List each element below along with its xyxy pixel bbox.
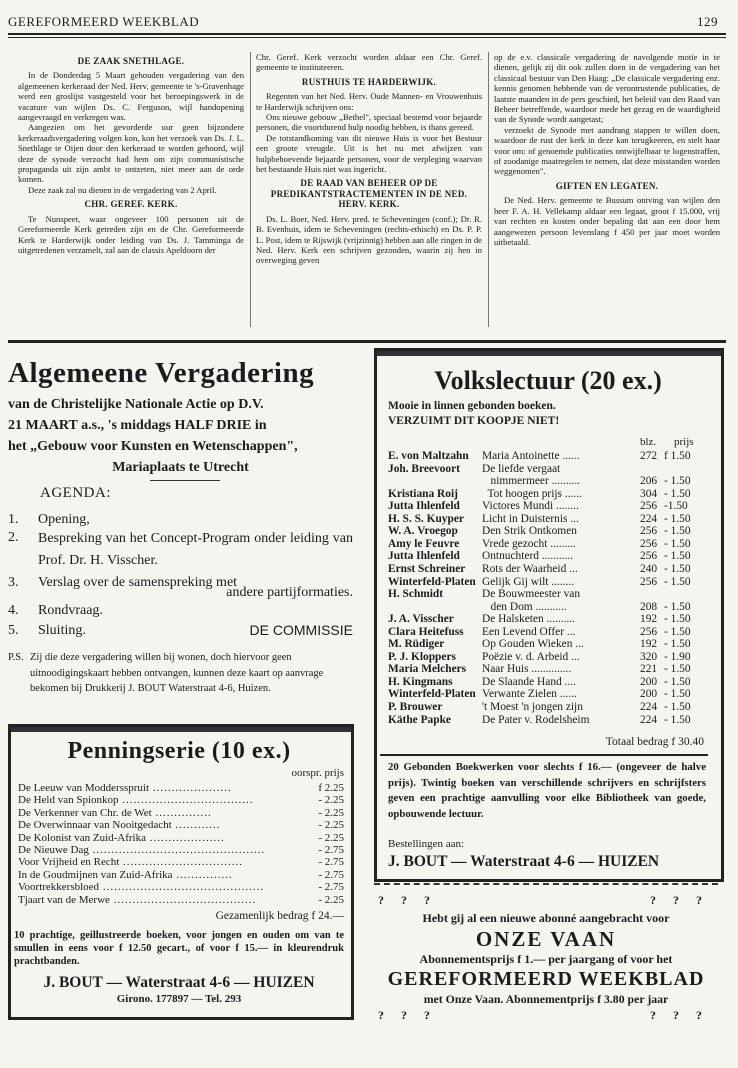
- agenda-text: andere partijformaties.: [226, 585, 353, 600]
- article-paragraph: Aangezien om het gevorderde uur geen bijzondere kerkeraadsvergadering volgen kon, kon het verzoek van Ds. J. L. Snethlage te Oijen door den kerkeraad te worden gehoord, wijl deze de synode verzocht had hem om zijn communistische propaganda uit zijn ambt te ontzeten, niet meer aan de orde komen.: [18, 122, 244, 185]
- article-heading: DE RAAD VAN BEHEER OP DE PREDIKANTSTRACTEMENTEN IN DE NED. HERV. KERK.: [270, 178, 468, 210]
- book-price: - 1.50: [664, 537, 691, 550]
- page-count: 272: [640, 450, 658, 462]
- article-column-3: [494, 52, 720, 247]
- book-title: Victores Mundi ........: [482, 500, 579, 513]
- meeting-subtitle-line: het „Gebouw voor Kunsten en Wetenschappen",: [8, 439, 298, 454]
- book-title: Tjaart van de Merwe: [18, 893, 110, 906]
- book-price: - 1.50: [664, 638, 691, 651]
- leader-dots: ......................................: [109, 893, 257, 906]
- author: W. A. Vroegop: [388, 525, 458, 538]
- article-heading: CHR. GEREF. KERK.: [84, 199, 178, 210]
- book-title: Gelijk Gij wilt ........: [482, 575, 575, 588]
- page-count: 224: [640, 713, 658, 726]
- book-price: - 2.75: [315, 881, 344, 893]
- header-rule-thin: [8, 37, 726, 38]
- book-title: Vrede gezocht .........: [482, 537, 576, 550]
- author: Jutta Ihlenfeld: [388, 500, 460, 513]
- leader-dots: ....................: [146, 831, 225, 844]
- book-price: - 1.50: [664, 550, 691, 563]
- page-count: 256: [640, 500, 658, 513]
- article-column-2: [256, 52, 482, 266]
- page-count: 256: [640, 525, 658, 538]
- page-count: 200: [640, 675, 658, 688]
- book-title: Verwante Zielen ......: [482, 688, 577, 701]
- author: H. Schmidt: [388, 588, 444, 601]
- author: Joh. Breevoort: [388, 462, 460, 475]
- agenda-text: Opening,: [38, 512, 90, 527]
- book-price: - 1.50: [664, 625, 691, 638]
- leader-dots: ...............: [172, 868, 233, 881]
- onze-vaan-line: met Onze Vaan. Abonnementprijs f 3.80 per jaar: [423, 992, 669, 1006]
- author: H. Kingmans: [388, 675, 453, 688]
- book-price: - 2.75: [315, 869, 344, 881]
- postscript-text: Zij die deze vergadering willen bij wonen, doch hiervoor geen uitnoodigingskaart hebben ontvangen, kunnen deze kaart op aanvrage bekomen bij Drukkerij J. BOUT Waterstraat 4-6, Huizen.: [30, 652, 324, 694]
- postscript-label: P.S.: [8, 652, 24, 663]
- page-count: 256: [640, 575, 658, 588]
- page-count: 208: [640, 600, 658, 613]
- book-price: - 2.75: [315, 844, 344, 856]
- agenda-number: 2.: [8, 530, 19, 545]
- article-paragraph: Te Nunspeet, waar ongeveer 100 personen uit de Gereformeerde Kerk getreden zijn en de Chr. Gereformeerde Kerk te Harderwijk onder leiding van Ds. J. Tamminga de uitgetredenen verzamelt, zal aan de classis Apeldoorn der: [18, 213, 244, 255]
- box-band: [377, 351, 721, 356]
- book-price: - 2.25: [315, 807, 344, 819]
- section-rule: [8, 340, 726, 343]
- volkslectuur-address: J. BOUT — Waterstraat 4-6 — HUIZEN: [388, 853, 660, 870]
- column-price-label: prijs: [674, 436, 694, 448]
- page-count: 256: [640, 625, 658, 638]
- article-heading: GIFTEN EN LEGATEN.: [555, 180, 659, 191]
- agenda-text: Verslag over de samenspreking met: [38, 575, 238, 590]
- author: Ernst Schreiner: [388, 562, 466, 575]
- agenda-number: 5.: [8, 623, 19, 638]
- leader-dots: ..............................................: [88, 844, 266, 856]
- leader-dots: ............: [171, 819, 221, 832]
- penningserie-offer: 10 prachtige, geillustreerde boeken, voor jongen en ouden om van te smullen in eens voor f 12.50 gecart., of voor f 15.— in kleurendruk prachtbanden.: [14, 930, 344, 967]
- onze-vaan-line: Hebt gij al een nieuwe abonné aangebracht voor: [422, 911, 670, 925]
- article-heading: DE ZAAK SNETHLAGE.: [77, 56, 185, 66]
- agenda-item: [8, 510, 353, 530]
- book-title: De Leeuw van Moddersspruit: [18, 782, 150, 794]
- penningserie-item: [18, 844, 344, 856]
- question-marks: ? ? ?: [378, 893, 430, 907]
- question-marks: ? ? ?: [650, 1008, 702, 1022]
- book-price: - 2.75: [315, 856, 344, 868]
- page-count: 320: [640, 650, 658, 663]
- book-price: - 1.50: [664, 487, 691, 500]
- book-title: De liefde vergaat: [482, 462, 561, 475]
- author: Winterfeld-Platen: [388, 688, 476, 701]
- penningserie-item: [18, 819, 344, 831]
- page-count: 200: [640, 688, 658, 701]
- author: J. A. Visscher: [388, 613, 454, 626]
- author: Kristiana Roij: [388, 487, 458, 500]
- book-price: - 2.25: [315, 894, 344, 906]
- author: Clara Heitefuss: [388, 625, 464, 638]
- signature-commission: DE COMMISSIE: [249, 622, 353, 638]
- book-title: De Pater v. Rodelsheim: [482, 713, 590, 726]
- postscript: [8, 650, 353, 712]
- author: P. J. Kloppers: [388, 650, 456, 663]
- volkslectuur-intro: Mooie in linnen gebonden boeken.: [388, 400, 556, 412]
- author: H. S. S. Kuyper: [388, 512, 464, 525]
- book-price: - 1.50: [664, 575, 691, 588]
- author: E. von Maltzahn: [388, 450, 469, 462]
- book-title: In de Goudmijnen van Zuid-Afrika: [18, 868, 173, 881]
- meeting-subtitle-line: Mariaplaats te Utrecht: [112, 460, 249, 475]
- article-paragraph: Ons nieuwe gebouw „Bethel", speciaal bestemd voor bejaarde personen, die voortdurend hulp noodig hebben, is thans gereed.: [256, 112, 482, 133]
- book-title: De Nieuwe Dag: [18, 844, 89, 856]
- volkslectuur-offer: 20 Gebonden Boekwerken voor slechts f 16.— (ongeveer de halve prijs). Twintig boeken van verschillende schrijvers en schrijfsters geven een prachtige aanvulling voor elke Bibliotheek van goede, opbouwende lectuur.: [388, 761, 706, 820]
- book-title: Licht in Duisternis ...: [482, 512, 579, 525]
- page-count: 206: [640, 475, 658, 488]
- book-title: Poëzie v. d. Arbeid ...: [482, 650, 580, 663]
- agenda-label: AGENDA:: [40, 485, 111, 501]
- publication-title: GEREFORMEERD WEEKBLAD: [8, 14, 200, 29]
- article-paragraph: De totstandkoming van dit nieuwe Huis is voor het Bestuur een groote vreugde. Uit is het nu met afwijzen van hulpbehoevende bejaarde personen, voor de verpleging waarvan het bestaande Huis niet was ingericht.: [256, 132, 482, 175]
- weekblad-title: GEREFORMEERD WEEKBLAD: [387, 968, 705, 990]
- page-count: 256: [640, 550, 658, 563]
- page-number: 129: [697, 14, 718, 29]
- book-price: f 1.50: [664, 450, 691, 462]
- book-title: De Verkenner van Chr. de Wet: [18, 806, 152, 819]
- penningserie-item: [18, 832, 344, 844]
- book-title: Rots der Waarheid ...: [482, 562, 578, 575]
- penningserie-item: [18, 869, 344, 881]
- book-price: - 1.50: [664, 512, 691, 525]
- book-title: Naar Huis ..............: [482, 663, 572, 676]
- penningserie-item: [18, 782, 344, 794]
- question-marks: ? ? ?: [650, 893, 702, 907]
- author: Winterfeld-Platen: [388, 575, 476, 588]
- agenda-text: Rondvraag.: [38, 603, 103, 618]
- running-header: [8, 14, 726, 30]
- book-title: den Dom ...........: [482, 600, 567, 613]
- agenda-item: [8, 583, 353, 603]
- book-title: De Kolonist van Zuid-Afrika: [18, 831, 146, 844]
- leader-dots: .....................: [149, 782, 232, 794]
- book-price: - 1.50: [664, 688, 691, 701]
- meeting-subtitle-line: van de Christelijke Nationale Actie op D.V.: [8, 397, 264, 412]
- article-heading: RUSTHUIS TE HARDERWIJK.: [301, 76, 437, 87]
- book-title: nimmermeer ..........: [482, 475, 581, 488]
- leader-dots: ...............: [151, 806, 212, 819]
- page-count: 256: [640, 537, 658, 550]
- book-price: - 1.50: [664, 663, 691, 676]
- book-title: Voortrekkersbloed: [18, 881, 100, 894]
- article-paragraph: In de Donderdag 5 Maart gehouden vergadering van den algemeenen kerkeraad der Ned. Herv. gemeente te 's-Gravenhage werd een groslijst vastgesteld voor het beroepingswerk in de vacature van wijlen Ds. C. Ferguson, wijl handopening aangevraagd en verkregen was.: [18, 70, 244, 123]
- book-title: Op Gouden Wieken ...: [482, 638, 584, 651]
- divider: [150, 480, 220, 481]
- article-paragraph: Regenten van het Ned. Herv. Oude Mannen- en Vrouwenhuis te Harderwijk schrijven ons:: [256, 91, 482, 112]
- book-price: f 2.25: [315, 782, 344, 794]
- book-title: Ontnuchterd ...........: [482, 550, 574, 563]
- leader-dots: ...........................................: [99, 881, 265, 894]
- agenda-item: [8, 528, 353, 568]
- divider: [374, 883, 718, 885]
- article-paragraph: verzoekt de Synode met aandrang stappen te willen doen, waardoor de rust der kerk in deze kan terugkeeren, en stelt haar voor om: of genoemde publicaties ontwijfelbaar te logenstraffen, of zoodanige maatregelen te nemen, dat deze misstanden worden weggenomen".: [494, 124, 720, 177]
- book-title: De Bouwmeester van: [482, 588, 581, 601]
- author: Amy le Feuvre: [388, 537, 460, 550]
- article-paragraph: Ds. L. Boer, Ned. Herv. pred. te Scheveningen (conf.); Dr. R. B. Evenhuis, idem te Scheveningen (rechts-ethisch) en Ds. P. P. L. Post, idem te Rijswijk (vrijzinnig) hebben aan alle ringen in de Ned. Herv. Kerk een schrijven gezonden, waarin zij hen in overweging geven: [256, 213, 482, 266]
- penningserie-column-label: oorspr. prijs: [291, 767, 344, 779]
- book-title: Voor Vrijheid en Recht: [18, 856, 120, 869]
- author: P. Brouwer: [388, 701, 443, 713]
- box-band: [11, 727, 351, 732]
- page-count: 224: [640, 512, 658, 525]
- book-title: Maria Antoinette ......: [482, 450, 580, 462]
- book-price: - 1.50: [664, 600, 691, 613]
- agenda-number: 3.: [8, 575, 19, 590]
- page-count: 224: [640, 701, 658, 713]
- onze-vaan-line: Abonnementsprijs f 1.— per jaargang of voor het: [419, 952, 673, 966]
- page-count: 192: [640, 613, 658, 626]
- book-title: Een Levend Offer ...: [482, 625, 576, 638]
- article-paragraph: Chr. Geref. Kerk verzocht worden aldaar een Chr. Geref. gemeente te instituteeren.: [256, 52, 482, 73]
- agenda-number: 1.: [8, 512, 19, 527]
- page-count: 240: [640, 562, 658, 575]
- volkslectuur-intro-caps: VERZUIMT DIT KOOPJE NIET!: [388, 415, 560, 427]
- volkslectuur-title: Volkslectuur (20 ex.): [434, 366, 662, 395]
- book-title: De Halsketen ..........: [482, 613, 575, 626]
- book-title: De Held van Spionkop: [18, 794, 119, 807]
- book-price: - 2.25: [315, 794, 344, 806]
- book-price: - 1.50: [664, 562, 691, 575]
- penningserie-contact: Girono. 177897 — Tel. 293: [116, 993, 242, 1005]
- book-price: - 2.25: [315, 819, 344, 831]
- agenda-number: 4.: [8, 603, 19, 618]
- penningserie-address: J. BOUT — Waterstraat 4-6 — HUIZEN: [43, 974, 315, 991]
- meeting-subtitle: [8, 394, 353, 478]
- book-price: - 1.50: [664, 675, 691, 688]
- book-title: De Overwinnaar van Nooitgedacht: [18, 819, 172, 832]
- penningserie-total: Gezamenlijk bedrag f 24.—: [215, 910, 344, 922]
- article-paragraph: Deze zaak zal nu dienen in de vergadering van 2 April.: [28, 184, 217, 195]
- order-label: Bestellingen aan:: [388, 838, 465, 850]
- agenda-item: [8, 601, 353, 621]
- agenda-text: Sluiting.: [38, 623, 86, 638]
- column-blz-label: blz.: [640, 436, 657, 448]
- page-count: 304: [640, 487, 658, 500]
- article-column-1: [18, 52, 244, 255]
- book-title: Tot hoogen prijs ......: [482, 487, 582, 500]
- column-divider: [250, 52, 251, 327]
- book-price: - 1.50: [664, 713, 691, 726]
- divider: [380, 754, 708, 756]
- article-paragraph: De Ned. Herv. gemeente te Bussum ontving van wijlen den heer F. A. H. Vellekamp aldaar een legaat, groot f 15.000, vrij van rechten en kosten onder bepaling dat aan een door hem aangewezen persoon levenslang f 450 per jaar moet worden uitbetaald.: [494, 195, 720, 247]
- penningserie-item: [18, 894, 344, 906]
- agenda-item: [8, 621, 353, 641]
- book-price: - 1.50: [664, 475, 691, 488]
- leader-dots: ...................................: [118, 794, 254, 807]
- onze-vaan-title: ONZE VAAN: [475, 927, 617, 951]
- book-title: De Slaande Hand ....: [482, 675, 576, 688]
- author: Käthe Papke: [388, 713, 451, 726]
- penningserie-item: [18, 856, 344, 868]
- agenda-text: Bespreking van het Concept-Program onder leiding van Prof. Dr. H. Visscher.: [38, 531, 353, 568]
- penningserie-title: Penningserie (10 ex.): [67, 738, 291, 764]
- question-marks: ? ? ?: [378, 1008, 430, 1022]
- book-price: - 2.25: [315, 832, 344, 844]
- book-price: - 1.90: [664, 650, 691, 663]
- book-title: 't Moest 'n jongen zijn: [482, 701, 583, 713]
- penningserie-item: [18, 794, 344, 806]
- book-price: -1.50: [664, 500, 688, 513]
- penningserie-item: [18, 807, 344, 819]
- column-divider: [488, 52, 489, 327]
- book-price: - 1.50: [664, 525, 691, 538]
- book-title: Den Strik Ontkomen: [482, 525, 577, 538]
- author: Maria Melchers: [388, 663, 467, 676]
- page-count: 221: [640, 663, 658, 676]
- volkslectuur-total: Totaal bedrag f 30.40: [605, 736, 704, 748]
- leader-dots: ................................: [119, 856, 244, 869]
- page-count: 192: [640, 638, 658, 651]
- header-rule: [8, 33, 726, 35]
- article-paragraph: op de e.v. classicale vergadering de navolgende motie in te dienen, gelijk zij dit ook zullen doen in de vergadering van het classicaal bestuur van Den Haag: „De classicale vergadering enz. kennis genomen hebbende van de verontrustende publicaties, de laatste maanden in de pers geschied, het beleid van den Raad van Beheer betreffende, waardoor mede het gezag en de waardigheid van de Synode wordt aangetast;: [494, 52, 720, 125]
- author: Jutta Ihlenfeld: [388, 550, 460, 563]
- author: M. Rüdiger: [388, 638, 445, 651]
- meeting-title: Algemeene Vergadering: [8, 357, 315, 389]
- book-price: - 1.50: [664, 701, 691, 713]
- meeting-subtitle-line: 21 MAART a.s., 's middags HALF DRIE in: [8, 418, 267, 433]
- book-price: - 1.50: [664, 613, 691, 626]
- penningserie-item: [18, 881, 344, 893]
